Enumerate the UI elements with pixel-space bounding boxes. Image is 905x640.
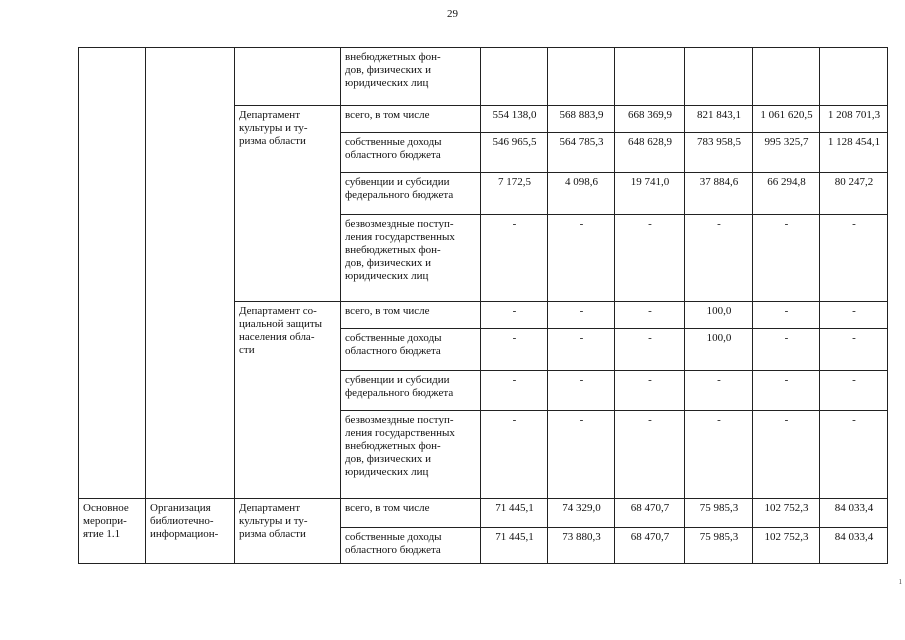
value-cell: - (615, 302, 685, 329)
value-cell: - (481, 411, 548, 499)
value-cell: 7 172,5 (481, 173, 548, 215)
value-cell: 37 884,6 (685, 173, 753, 215)
value-cell: 1 128 454,1 (820, 133, 888, 173)
value-cell: 68 470,7 (615, 528, 685, 564)
value-cell: - (548, 215, 615, 302)
budget-table (78, 47, 888, 564)
value-cell: - (820, 371, 888, 411)
value-cell (820, 48, 888, 106)
value-cell: - (753, 329, 820, 371)
edge-mark: 1 (898, 578, 902, 586)
value-cell: 668 369,9 (615, 106, 685, 133)
executor-cell (235, 48, 341, 106)
value-cell: 71 445,1 (481, 528, 548, 564)
value-cell: 100,0 (685, 329, 753, 371)
value-cell: - (820, 411, 888, 499)
value-cell: 74 329,0 (548, 499, 615, 528)
funding-source: собственные доходы областного бюджета (341, 133, 481, 173)
value-cell: 75 985,3 (685, 528, 753, 564)
value-cell: 102 752,3 (753, 499, 820, 528)
value-cell: 102 752,3 (753, 528, 820, 564)
value-cell (548, 48, 615, 106)
value-cell: - (753, 215, 820, 302)
value-cell: 100,0 (685, 302, 753, 329)
value-cell: - (548, 371, 615, 411)
value-cell: 995 325,7 (753, 133, 820, 173)
value-cell: 84 033,4 (820, 499, 888, 528)
value-cell: - (481, 371, 548, 411)
value-cell: 71 445,1 (481, 499, 548, 528)
value-cell: - (685, 215, 753, 302)
value-cell: 1 208 701,3 (820, 106, 888, 133)
value-cell: - (548, 411, 615, 499)
value-cell: - (615, 329, 685, 371)
value-cell: 783 958,5 (685, 133, 753, 173)
value-cell: 554 138,0 (481, 106, 548, 133)
value-cell: - (481, 302, 548, 329)
executor-cell: Департамент со- циальной защиты населения обла- сти (235, 302, 341, 499)
funding-source: всего, в том числе (341, 302, 481, 329)
value-cell: - (753, 371, 820, 411)
value-cell: - (753, 411, 820, 499)
funding-source: собственные доходы областного бюджета (341, 329, 481, 371)
value-cell: - (481, 329, 548, 371)
value-cell: 75 985,3 (685, 499, 753, 528)
value-cell (685, 48, 753, 106)
funding-source: собственные доходы областного бюджета (341, 528, 481, 564)
value-cell (481, 48, 548, 106)
value-cell: - (820, 215, 888, 302)
page-number: 29 (447, 8, 458, 20)
value-cell: 66 294,8 (753, 173, 820, 215)
funding-source: субвенции и субсидии федерального бюджета (341, 173, 481, 215)
table-row (79, 48, 888, 106)
value-cell: 546 965,5 (481, 133, 548, 173)
value-cell: - (685, 411, 753, 499)
value-cell: - (615, 411, 685, 499)
executor-cell: Департамент культуры и ту- ризма области (235, 106, 341, 302)
activity-status-cell: Основное меропри- ятие 1.1 (79, 499, 146, 564)
value-cell: 4 098,6 (548, 173, 615, 215)
value-cell: 68 470,7 (615, 499, 685, 528)
value-cell: - (753, 302, 820, 329)
activity-name-cell: Организация библиотечно- информацион- (146, 499, 235, 564)
value-cell: - (820, 329, 888, 371)
value-cell: 73 880,3 (548, 528, 615, 564)
funding-source: безвозмездные поступ- ления государственных внебюджетных фон- дов, физических и юридических лиц (341, 215, 481, 302)
funding-source: всего, в том числе (341, 106, 481, 133)
activity-name-cell (146, 48, 235, 499)
funding-source: всего, в том числе (341, 499, 481, 528)
executor-cell: Департамент культуры и ту- ризма области (235, 499, 341, 564)
value-cell: - (615, 215, 685, 302)
value-cell (753, 48, 820, 106)
funding-source: внебюджетных фон- дов, физических и юридических лиц (341, 48, 481, 106)
value-cell: - (548, 302, 615, 329)
value-cell: 84 033,4 (820, 528, 888, 564)
value-cell: - (481, 215, 548, 302)
activity-status-cell (79, 48, 146, 499)
value-cell: 821 843,1 (685, 106, 753, 133)
value-cell: - (615, 371, 685, 411)
value-cell: 568 883,9 (548, 106, 615, 133)
value-cell: 80 247,2 (820, 173, 888, 215)
value-cell: 648 628,9 (615, 133, 685, 173)
table-row (79, 499, 888, 528)
value-cell: 19 741,0 (615, 173, 685, 215)
value-cell: 1 061 620,5 (753, 106, 820, 133)
value-cell: - (820, 302, 888, 329)
funding-source: субвенции и субсидии федерального бюджета (341, 371, 481, 411)
value-cell: 564 785,3 (548, 133, 615, 173)
funding-source: безвозмездные поступ- ления государственных внебюджетных фон- дов, физических и юридических лиц (341, 411, 481, 499)
value-cell (615, 48, 685, 106)
value-cell: - (685, 371, 753, 411)
value-cell: - (548, 329, 615, 371)
